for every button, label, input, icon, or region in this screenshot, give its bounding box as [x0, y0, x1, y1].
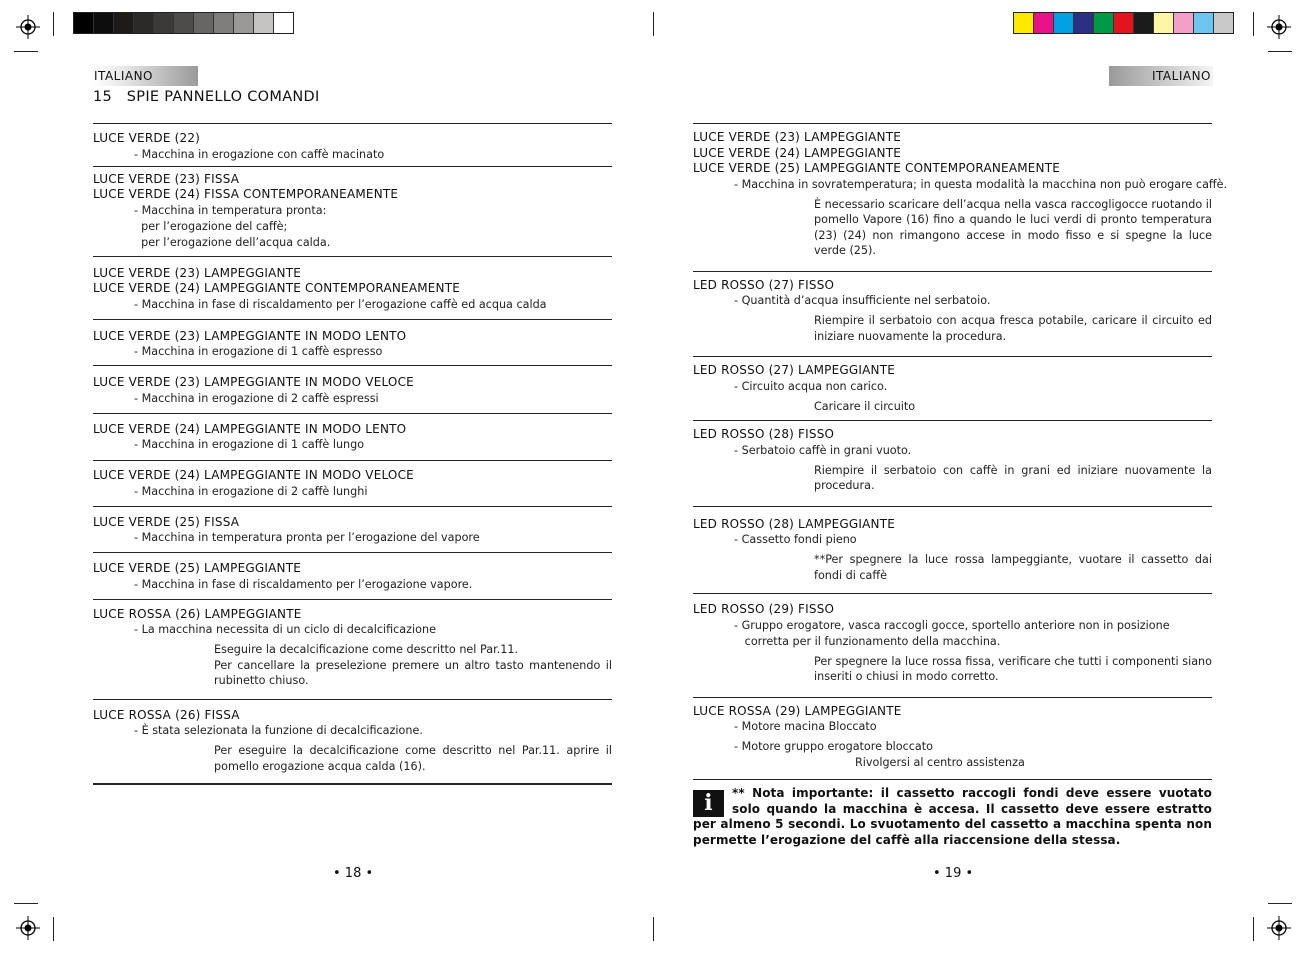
- right-section: [693, 123, 1228, 271]
- page-number-right: • 19 •: [933, 866, 974, 881]
- section-title-text: SPIE PANNELLO COMANDI: [126, 89, 320, 105]
- left-section: [93, 599, 612, 699]
- right-column: [693, 123, 1228, 780]
- grayscale-strip-swatch: [154, 13, 174, 33]
- grayscale-strip-swatch: [194, 13, 214, 33]
- section-heading: LUCE VERDE (23) LAMPEGGIANTE: [693, 130, 902, 144]
- section-note: Rivolgersi al centro assistenza: [855, 756, 1025, 769]
- section-description: - Macchina in sovratemperatura; in questa modalità la macchina non può erogare caffè.: [734, 177, 1228, 191]
- section-divider: [93, 783, 612, 785]
- color-strip-swatch: [1074, 13, 1094, 33]
- color-strip-swatch: [1214, 13, 1233, 33]
- right-section: [693, 271, 1212, 357]
- right-section: [693, 593, 1212, 697]
- section-heading: LUCE VERDE (25) LAMPEGGIANTE CONTEMPORANEAMENTE: [693, 161, 1061, 175]
- section-heading: LUCE ROSSA (29) LAMPEGGIANTE: [693, 703, 902, 718]
- section-heading: LUCE VERDE (22): [93, 131, 201, 145]
- grayscale-strip: [73, 12, 294, 34]
- section-heading: LUCE VERDE (24) FISSA CONTEMPORANEAMENTE: [93, 187, 399, 201]
- section-description: - Macchina in fase di riscaldamento per l’erogazione caffè ed acqua calda: [134, 297, 547, 311]
- section-heading: LED ROSSO (27) FISSO: [693, 277, 835, 292]
- section-description: - Macchina in temperatura pronta:: [134, 203, 327, 217]
- section-description: corretta per il funzionamento della macchina.: [734, 634, 1001, 648]
- left-section: [93, 256, 612, 319]
- section-description: - Motore macina Bloccato: [734, 720, 877, 733]
- color-strip-swatch: [1014, 13, 1034, 33]
- section-note: Per eseguire la decalcificazione come descritto nel Par.11. aprire il pomello erogazione acqua calda (16).: [214, 744, 612, 773]
- section-heading: LUCE VERDE (24) LAMPEGGIANTE: [693, 145, 902, 160]
- left-section: [93, 166, 612, 256]
- grayscale-strip-swatch: [234, 13, 254, 33]
- left-section: [93, 460, 612, 506]
- section-heading: LUCE VERDE (25) FISSA: [93, 514, 240, 529]
- grayscale-strip-swatch: [274, 13, 293, 33]
- color-strip-swatch: [1114, 13, 1134, 33]
- right-section: [693, 356, 1212, 420]
- section-description: - Cassetto fondi pieno: [734, 533, 857, 546]
- section-heading: LED ROSSO (29) FISSO: [693, 602, 835, 616]
- color-strip: [1013, 12, 1234, 34]
- section-description: - Quantità d’acqua insufficiente nel serbatoio.: [734, 294, 991, 307]
- crop-mark: [53, 12, 54, 36]
- section-heading: LUCE VERDE (23) LAMPEGGIANTE IN MODO LENTO: [93, 328, 407, 343]
- color-strip-swatch: [1034, 13, 1054, 33]
- section-heading: LUCE ROSSA (26) LAMPEGGIANTE: [93, 606, 302, 621]
- section-divider: [693, 779, 1212, 780]
- section-description: - Macchina in fase di riscaldamento per l’erogazione vapore.: [134, 577, 473, 591]
- crop-mark: [14, 903, 38, 904]
- registration-mark-icon: [1267, 15, 1291, 39]
- crop-mark: [1253, 12, 1254, 36]
- grayscale-strip-swatch: [74, 13, 94, 33]
- section-description: - Motore gruppo erogatore bloccato: [734, 740, 934, 753]
- section-description: - La macchina necessita di un ciclo di decalcificazione: [134, 623, 436, 636]
- grayscale-strip-swatch: [114, 13, 134, 33]
- section-title: [93, 89, 320, 105]
- color-strip-swatch: [1194, 13, 1214, 33]
- section-description: - Gruppo erogatore, vasca raccogli gocce, sportello anteriore non in posizione: [734, 618, 1170, 632]
- left-column: [93, 123, 612, 785]
- color-strip-swatch: [1134, 13, 1154, 33]
- grayscale-strip-swatch: [174, 13, 194, 33]
- grayscale-strip-swatch: [254, 13, 274, 33]
- section-description: - Macchina in erogazione di 2 caffè lunghi: [134, 484, 368, 498]
- section-number: 15: [93, 89, 113, 105]
- section-description: per l’erogazione del caffè;: [134, 219, 288, 233]
- section-description: - Macchina in temperatura pronta per l’erogazione del vapore: [134, 531, 480, 544]
- important-note-text: ** Nota importante: il cassetto raccogli fondi deve essere vuotato solo quando la macchina è accesa. Il cassetto deve essere estratto per almeno 5 secondi. Lo svuotamento del cassetto a macchina spenta non permette l’erogazione del caffè alla riaccensione della stessa.: [693, 786, 1212, 847]
- section-description: - Serbatoio caffè in grani vuoto.: [734, 443, 912, 457]
- crop-mark: [14, 51, 38, 52]
- section-note: Riempire il serbatoio con caffè in grani ed iniziare nuovamente la procedura.: [814, 463, 1212, 492]
- left-section: [93, 123, 612, 166]
- section-description: - Macchina in erogazione di 1 caffè lungo: [134, 438, 365, 451]
- left-section: [93, 552, 612, 599]
- crop-mark: [1253, 917, 1254, 941]
- left-section: [93, 319, 612, 366]
- section-description: - È stata selezionata la funzione di decalcificazione.: [134, 724, 423, 737]
- section-note: Eseguire la decalcificazione come descritto nel Par.11. Per cancellare la preselezione premere un altro tasto mantenendo il rubinetto chiuso.: [214, 643, 612, 687]
- color-strip-swatch: [1174, 13, 1194, 33]
- section-description: - Circuito acqua non carico.: [734, 379, 888, 393]
- section-heading: LUCE VERDE (24) LAMPEGGIANTE IN MODO LENTO: [93, 421, 407, 436]
- right-section: [693, 697, 1212, 779]
- color-strip-swatch: [1054, 13, 1074, 33]
- section-description: per l’erogazione dell’acqua calda.: [134, 235, 331, 249]
- grayscale-strip-swatch: [134, 13, 154, 33]
- color-strip-swatch: [1154, 13, 1174, 33]
- registration-mark-icon: [16, 15, 40, 39]
- color-strip-swatch: [1094, 13, 1114, 33]
- crop-mark: [653, 917, 654, 941]
- section-description: - Macchina in erogazione di 2 caffè espressi: [134, 391, 379, 405]
- section-heading: LUCE VERDE (25) LAMPEGGIANTE: [93, 561, 302, 575]
- section-heading: LUCE VERDE (24) LAMPEGGIANTE CONTEMPORANEAMENTE: [93, 281, 461, 295]
- section-heading: LUCE VERDE (23) LAMPEGGIANTE IN MODO VELOCE: [93, 375, 414, 389]
- section-description: - Macchina in erogazione di 1 caffè espresso: [134, 345, 383, 358]
- section-heading: LUCE VERDE (24) LAMPEGGIANTE IN MODO VELOCE: [93, 468, 414, 482]
- section-heading: LED ROSSO (28) FISSO: [693, 427, 835, 441]
- right-section: [693, 420, 1212, 506]
- right-section: [693, 506, 1212, 594]
- section-note: È necessario scaricare dell’acqua nella vasca raccogligocce ruotando il pomello Vapore (16) fino a quando le luci verdi di pronto temperatura (23) (24) non rimangono accese in modo fisso e si spegne la luce verde (25).: [814, 197, 1212, 257]
- section-note: Per spegnere la luce rossa fissa, verificare che tutti i componenti siano inseriti o chiusi in modo corretto.: [814, 654, 1212, 683]
- page-number-left: • 18 •: [333, 866, 374, 881]
- section-heading: LUCE ROSSA (26) FISSA: [93, 707, 240, 722]
- left-section: [93, 506, 612, 553]
- section-description: - Macchina in erogazione con caffè macinato: [134, 147, 385, 161]
- crop-mark: [653, 12, 654, 36]
- section-heading: LED ROSSO (27) LAMPEGGIANTE: [693, 363, 896, 377]
- section-heading: LUCE VERDE (23) LAMPEGGIANTE: [93, 265, 302, 280]
- section-note: **Per spegnere la luce rossa lampeggiante, vuotare il cassetto dai fondi di caffè: [814, 553, 1212, 582]
- section-note: Riempire il serbatoio con acqua fresca potabile, caricare il circuito ed iniziare nuovamente la procedura.: [814, 314, 1212, 343]
- language-tab-right: ITALIANO: [1109, 66, 1213, 86]
- crop-mark: [53, 917, 54, 941]
- registration-mark-icon: [1267, 916, 1291, 940]
- grayscale-strip-swatch: [94, 13, 114, 33]
- important-note: [693, 786, 1212, 848]
- section-heading: LUCE VERDE (23) FISSA: [93, 171, 240, 186]
- crop-mark: [1268, 903, 1292, 904]
- left-section: [93, 413, 612, 461]
- info-icon: i: [693, 790, 724, 817]
- crop-mark: [1268, 51, 1292, 52]
- section-note: Caricare il circuito: [814, 399, 916, 413]
- language-tab-left: ITALIANO: [93, 66, 198, 86]
- section-heading: LED ROSSO (28) LAMPEGGIANTE: [693, 516, 896, 531]
- registration-mark-icon: [16, 916, 40, 940]
- left-section: [93, 365, 612, 413]
- grayscale-strip-swatch: [214, 13, 234, 33]
- left-section: [93, 699, 612, 784]
